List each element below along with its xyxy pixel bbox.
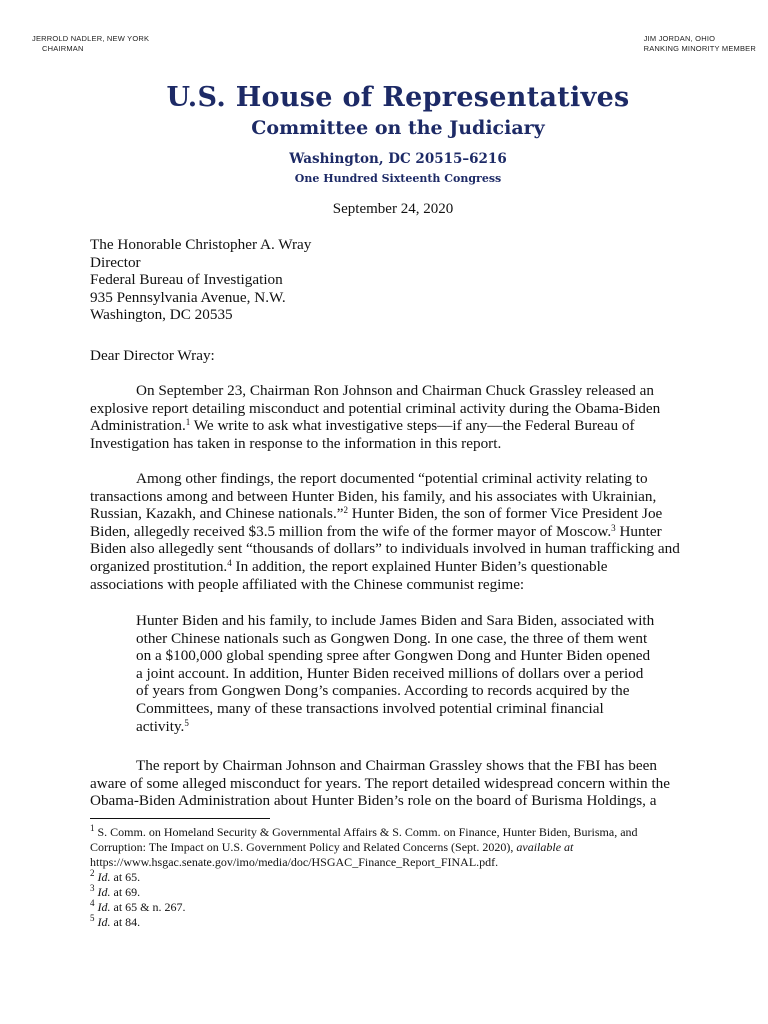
footnote-5-number: 5 xyxy=(90,913,95,923)
footnote-1-url[interactable]: https://www.hsgac.senate.gov/imo/media/doc/HSGAC_Finance_Report_FINAL.pdf. xyxy=(90,855,499,869)
footnote-ref-3: 3 xyxy=(611,522,616,533)
footnote-ref-2: 2 xyxy=(343,505,348,516)
footnote-3 xyxy=(90,885,690,900)
footnote-5-text: at 84. xyxy=(110,915,141,929)
chairman-title: CHAIRMAN xyxy=(42,44,84,53)
footnote-2-text: at 65. xyxy=(110,870,141,884)
letterhead-house: U.S. House of Representatives xyxy=(166,82,630,113)
letter-date: September 24, 2020 xyxy=(332,201,454,217)
footnote-5 xyxy=(90,915,690,930)
footnote-4-italic: Id. xyxy=(97,900,111,914)
paragraph-2-text-b: Hunter Biden, the son of former Vice President Joe Biden, allegedly received $3.5 million from the wife of the former mayor of Moscow. xyxy=(90,505,663,540)
recipient-city: Washington, DC 20535 xyxy=(90,306,233,324)
footnotes xyxy=(90,825,690,930)
footnote-ref-4: 4 xyxy=(227,557,232,568)
paragraph-3: The report by Chairman Johnson and Chairman Grassley shows that the FBI has been aware of some alleged misconduct for years. The report detailed widespread concern within the Obama-Biden Administration about Hunter Biden’s role on the board of Burisma Holdings, a xyxy=(90,757,670,810)
footnote-4 xyxy=(90,900,690,915)
footnote-3-text: at 69. xyxy=(110,885,141,899)
footnote-3-italic: Id. xyxy=(97,885,111,899)
footnote-2 xyxy=(90,870,690,885)
footnote-1-text: S. Comm. on Homeland Security & Governmental Affairs & S. Comm. on Finance, Hunter Biden, Burisma, and Corruption: The Impact on U.S. Government Policy and Related Concerns (Sept. 2020), xyxy=(90,825,638,854)
paragraph-1-text-a: On September 23, Chairman Ron Johnson and Chairman Chuck Grassley released an explosive report detailing misconduct and potential criminal activity during the Obama-Biden Administration. xyxy=(90,382,661,435)
chairman-name: JERROLD NADLER, NEW YORK xyxy=(32,34,150,43)
footnote-ref-5: 5 xyxy=(184,717,189,728)
footnote-1-italic: available at xyxy=(516,840,574,854)
paragraph-2-text-a: Among other findings, the report documented “potential criminal activity relating to transactions among and between Hunter Biden, his family, and his associates with Ukrainian, Russian, Kazakh, and Chinese nationals.” xyxy=(90,470,657,523)
letterhead-congress: One Hundred Sixteenth Congress xyxy=(294,172,502,185)
paragraph-2-text-c: Hunter Biden also allegedly sent “thousands of dollars” to individuals involved in human trafficking and organized prostitution. xyxy=(90,522,680,575)
footnote-1 xyxy=(90,825,690,870)
footnote-4-number: 4 xyxy=(90,898,95,908)
recipient-agency: Federal Bureau of Investigation xyxy=(90,271,283,289)
recipient-address xyxy=(90,236,680,324)
footnote-2-italic: Id. xyxy=(97,870,111,884)
paragraph-1-text-b: We write to ask what investigative steps—if any—the Federal Bureau of Investigation has taken in response to the information in this report. xyxy=(90,417,635,452)
recipient-title: Director xyxy=(90,253,141,271)
paragraph-2 xyxy=(90,470,680,593)
salutation: Dear Director Wray: xyxy=(90,347,215,364)
footnote-2-number: 2 xyxy=(90,868,95,878)
ranking-member-block xyxy=(644,34,756,54)
letterhead-committee: Committee on the Judiciary xyxy=(251,117,545,139)
footnote-5-italic: Id. xyxy=(97,915,111,929)
footnote-ref-1: 1 xyxy=(185,417,191,428)
paragraph-1 xyxy=(90,382,680,452)
footnote-4-text: at 65 & n. 267. xyxy=(110,900,186,914)
paragraph-2-text-d: In addition, the report explained Hunter Biden’s questionable associations with people affiliated with the Chinese communist regime: xyxy=(90,557,608,593)
letterhead-address: Washington, DC 20515–6216 xyxy=(289,151,507,167)
ranking-member-name: JIM JORDAN, OHIO xyxy=(643,34,716,43)
footnote-divider xyxy=(90,818,270,819)
footnote-3-number: 3 xyxy=(90,883,95,893)
block-quote xyxy=(136,612,658,735)
recipient-name: The Honorable Christopher A. Wray xyxy=(90,236,312,253)
chairman-block xyxy=(32,34,149,54)
recipient-street: 935 Pennsylvania Avenue, N.W. xyxy=(90,288,286,306)
block-quote-text: Hunter Biden and his family, to include James Biden and Sara Biden, associated with other Chinese nationals such as Gongwen Dong. In one case, the three of them went on a $100,000 global spending spree after Gongwen Dong and Hunter Biden opened a joint account. In addition, Hunter Biden received millions of dollars over a period of years from Gongwen Dong’s companies. According to records acquired by the Committees, many of these transactions involved potential criminal financial activity. xyxy=(136,612,655,735)
ranking-member-title: RANKING MINORITY MEMBER xyxy=(643,44,756,53)
footnote-1-number: 1 xyxy=(90,823,95,833)
